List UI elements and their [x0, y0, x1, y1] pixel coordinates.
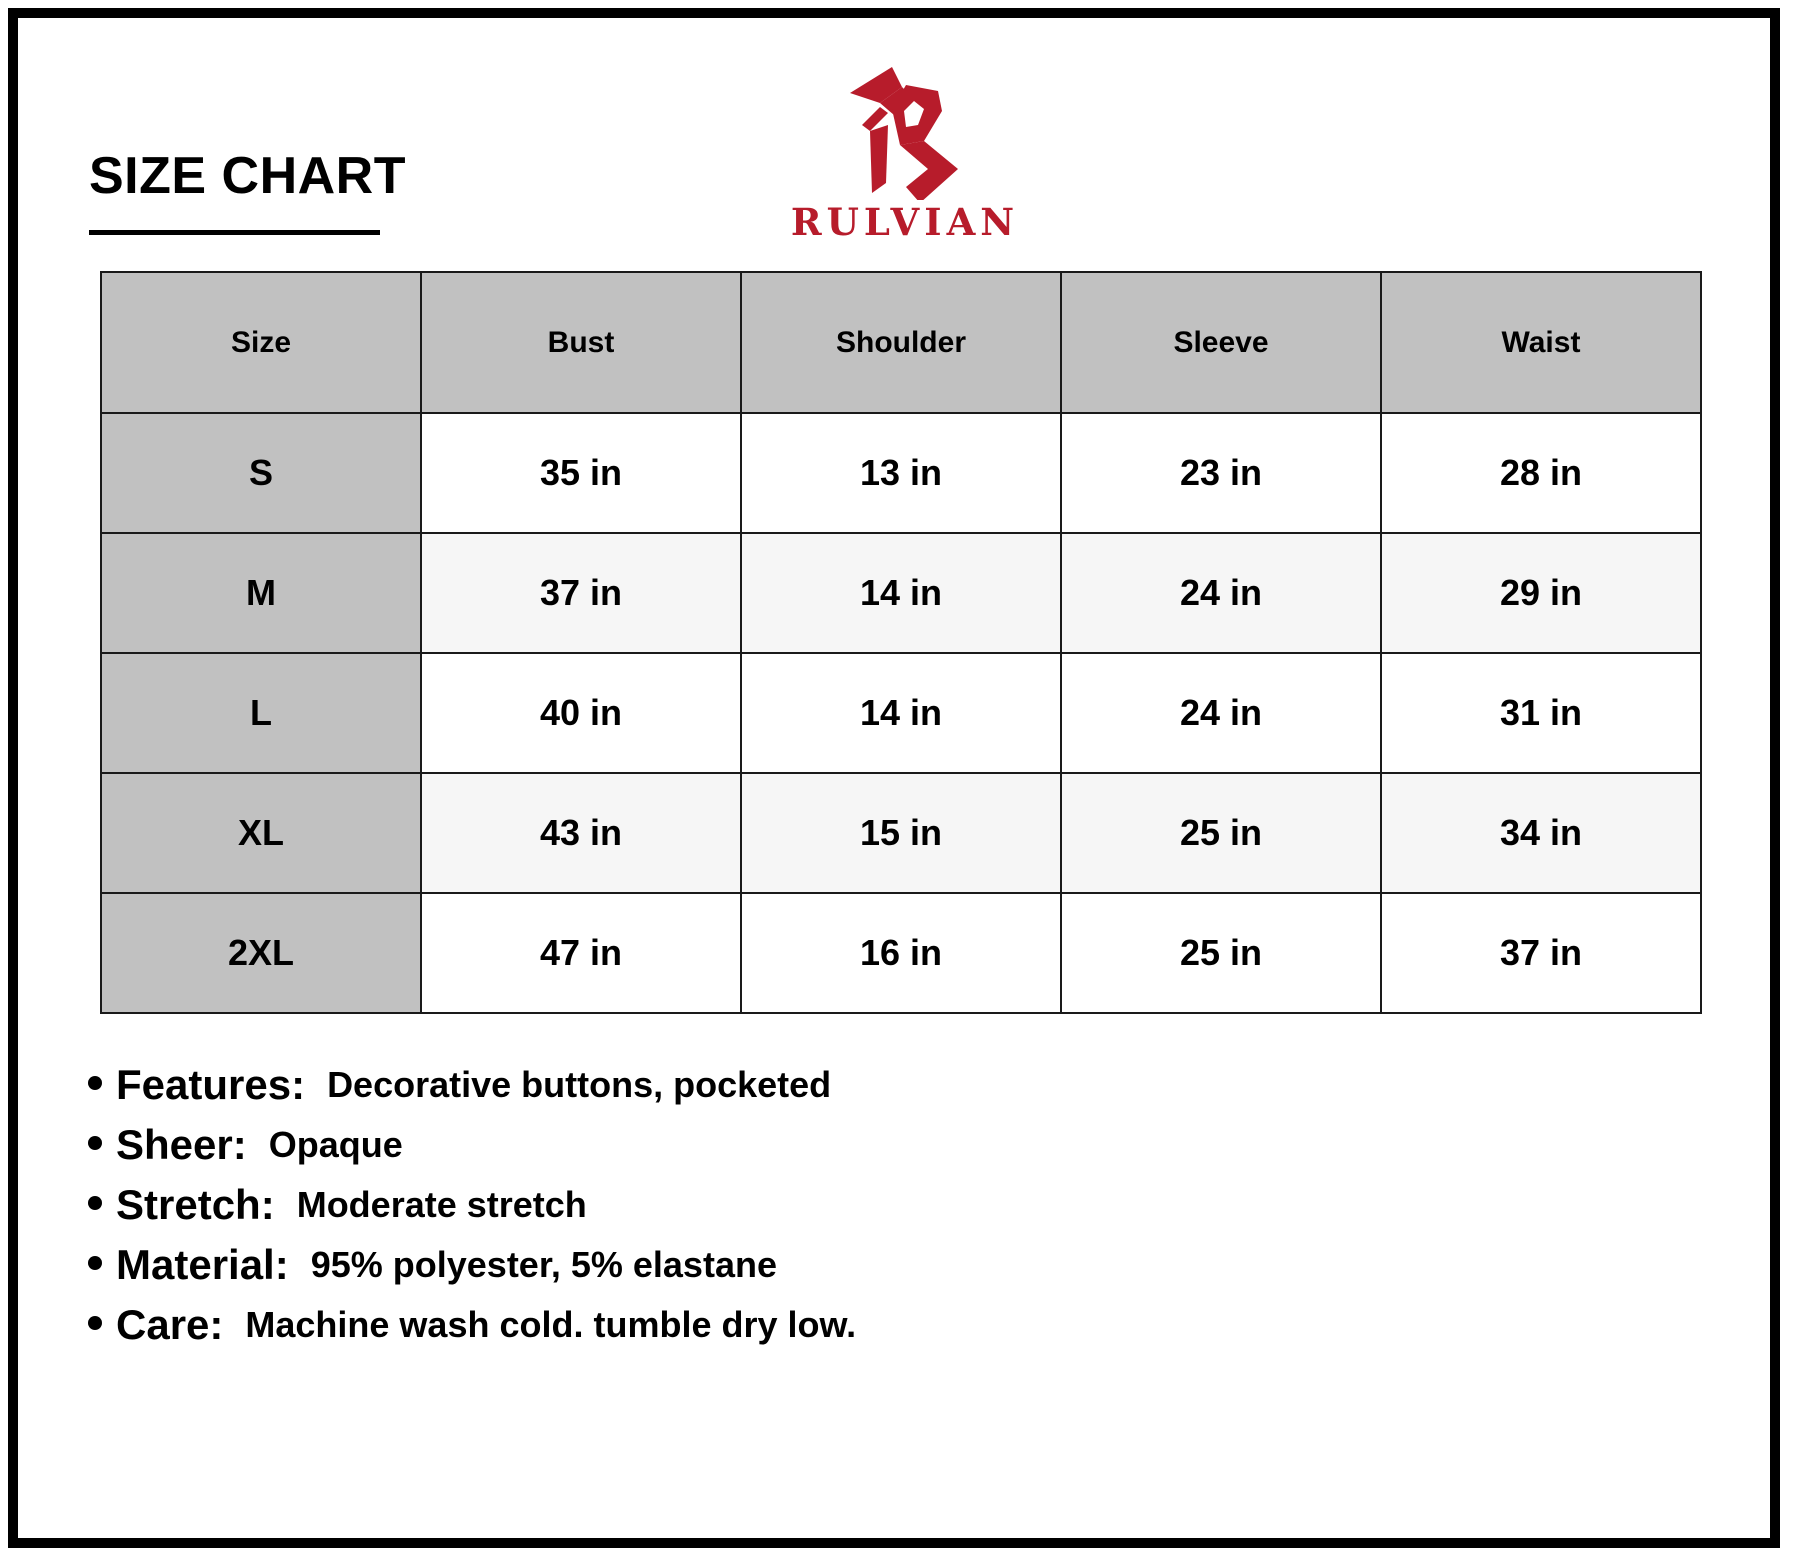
sleeve-cell: 25 in: [1061, 773, 1381, 893]
header-waist: Waist: [1381, 272, 1701, 413]
table-row: [101, 533, 1701, 653]
list-item: [88, 1175, 856, 1235]
bullet-icon: [88, 1256, 102, 1270]
bullet-icon: [88, 1316, 102, 1330]
table-row: [101, 653, 1701, 773]
feature-value: 95% polyester, 5% elastane: [310, 1244, 777, 1285]
bust-cell: 47 in: [421, 893, 741, 1013]
page-title: SIZE CHART: [89, 147, 406, 205]
feature-label: Stretch:: [116, 1181, 275, 1228]
size-cell: M: [101, 533, 421, 653]
table-row: [101, 773, 1701, 893]
table-row: [101, 893, 1701, 1013]
feature-label: Features:: [116, 1061, 306, 1108]
size-cell: S: [101, 413, 421, 533]
sleeve-cell: 24 in: [1061, 653, 1381, 773]
list-item: [88, 1235, 856, 1295]
size-cell: 2XL: [101, 893, 421, 1013]
bust-cell: 37 in: [421, 533, 741, 653]
bust-cell: 40 in: [421, 653, 741, 773]
list-item: [88, 1295, 856, 1355]
header-shoulder: Shoulder: [741, 272, 1061, 413]
sleeve-cell: 25 in: [1061, 893, 1381, 1013]
bust-cell: 35 in: [421, 413, 741, 533]
size-cell: L: [101, 653, 421, 773]
header-bust: Bust: [421, 272, 741, 413]
brand-name: RULVIAN: [790, 200, 1020, 244]
feature-label: Care:: [116, 1301, 224, 1348]
header-sleeve: Sleeve: [1061, 272, 1381, 413]
waist-cell: 37 in: [1381, 893, 1701, 1013]
feature-value: Machine wash cold. tumble dry low.: [245, 1304, 857, 1345]
feature-value: Decorative buttons, pocketed: [327, 1064, 832, 1105]
sleeve-cell: 24 in: [1061, 533, 1381, 653]
feature-label: Sheer:: [116, 1121, 247, 1168]
shoulder-cell: 14 in: [741, 533, 1061, 653]
feature-value: Opaque: [268, 1124, 403, 1165]
bullet-icon: [88, 1076, 102, 1090]
feature-list: [88, 1055, 856, 1355]
table-header-row: [101, 272, 1701, 413]
waist-cell: 31 in: [1381, 653, 1701, 773]
feature-value: Moderate stretch: [296, 1184, 587, 1225]
list-item: [88, 1115, 856, 1175]
sleeve-cell: 23 in: [1061, 413, 1381, 533]
size-chart-table: [100, 271, 1702, 1014]
stylized-r-logo-icon: [840, 65, 970, 200]
brand-logo: [780, 60, 1030, 250]
shoulder-cell: 16 in: [741, 893, 1061, 1013]
title-underline: [89, 230, 380, 235]
table-row: [101, 413, 1701, 533]
waist-cell: 34 in: [1381, 773, 1701, 893]
header-size: Size: [101, 272, 421, 413]
list-item: [88, 1055, 856, 1115]
waist-cell: 29 in: [1381, 533, 1701, 653]
bust-cell: 43 in: [421, 773, 741, 893]
feature-label: Material:: [116, 1241, 289, 1288]
bullet-icon: [88, 1196, 102, 1210]
shoulder-cell: 15 in: [741, 773, 1061, 893]
size-cell: XL: [101, 773, 421, 893]
shoulder-cell: 13 in: [741, 413, 1061, 533]
waist-cell: 28 in: [1381, 413, 1701, 533]
shoulder-cell: 14 in: [741, 653, 1061, 773]
bullet-icon: [88, 1136, 102, 1150]
